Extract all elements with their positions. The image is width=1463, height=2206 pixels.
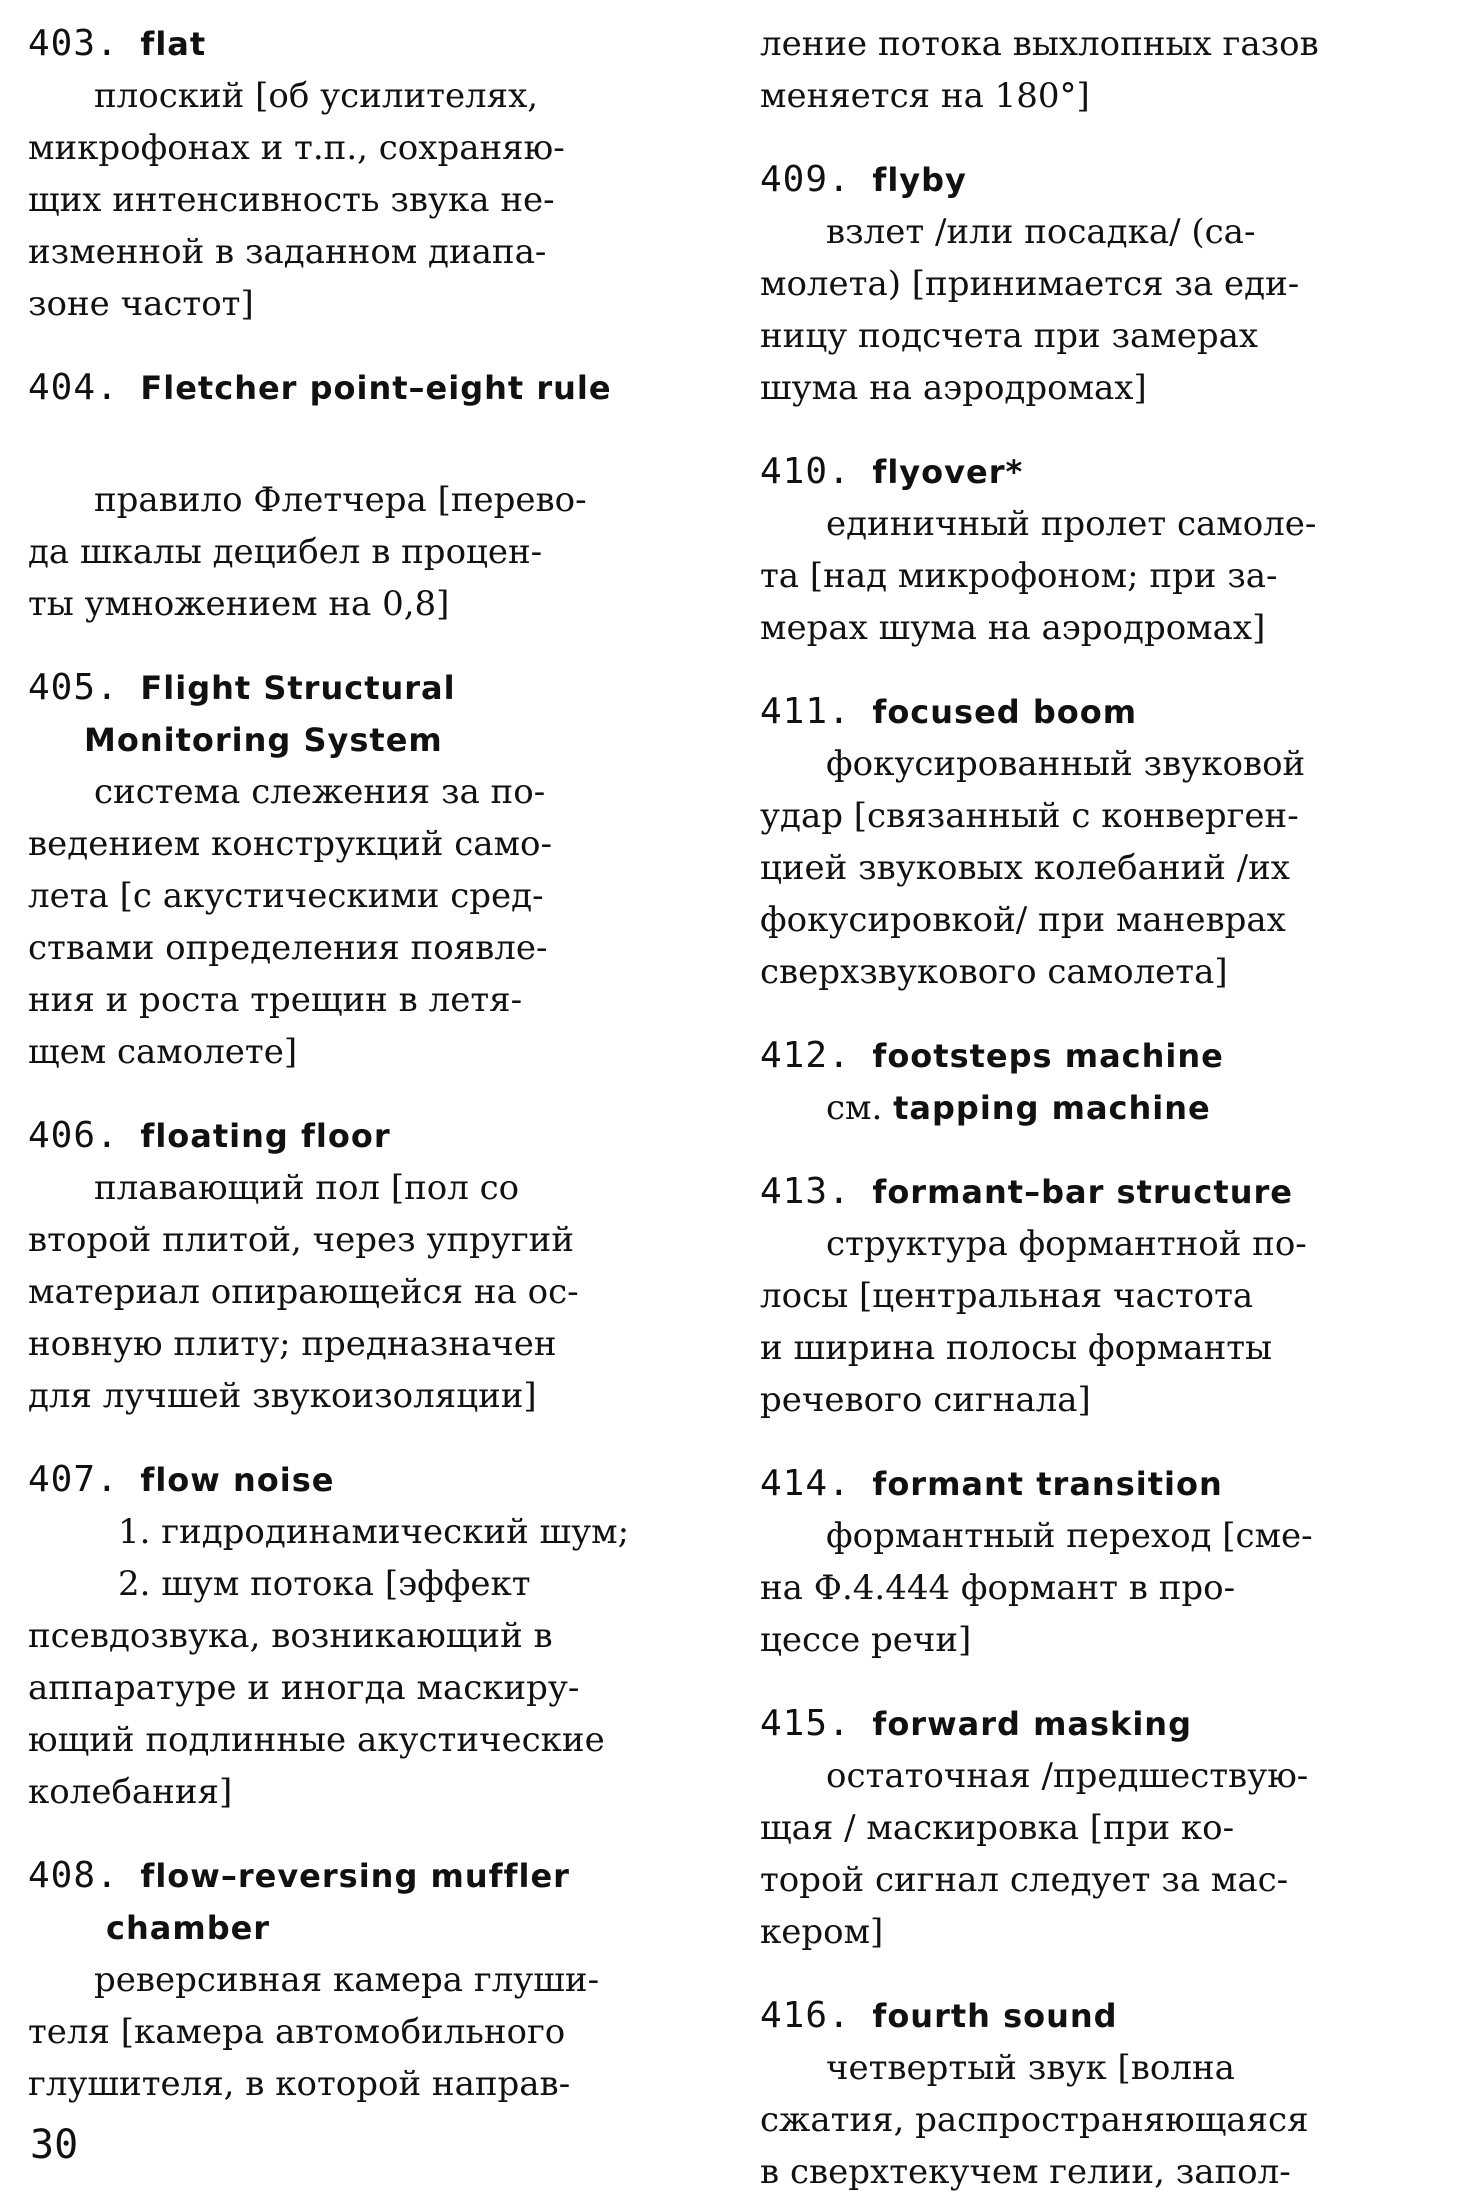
entry-416 [760,1990,1440,2198]
entry-term: flow noise [140,1461,335,1499]
definition-line: реверсивная камера глуши- [94,1960,600,2000]
entry-409 [760,154,1440,414]
definition-line: ющий подлинные акустические [28,1720,605,1760]
entry-definition [28,1954,708,2110]
entry-head [760,1166,1440,1218]
definition-line: колебания] [28,1772,233,1812]
entry-406 [28,1110,708,1422]
definition-line: система слежения за по- [94,772,546,812]
see-term: tapping machine [893,1089,1211,1127]
definition-line: сверхзвукового самолета] [760,952,1228,992]
entry-see-reference [760,1082,1440,1134]
entry-number: 406. [28,1115,119,1156]
definition-line: для лучшей звукоизоляции] [28,1376,537,1416]
entry-term: flow–reversing muffler [140,1857,570,1895]
entry-definition [28,1506,708,1818]
definition-line: структура формантной по- [826,1224,1307,1264]
entry-number: 410. [760,451,851,492]
entry-definition [28,766,708,1078]
entry-term: fourth sound [872,1997,1118,2035]
definition-line: изменной в заданном диапа- [28,232,547,272]
definition-line: речевого сигнала] [760,1380,1091,1420]
entry-number: 409. [760,159,851,200]
entry-term: flat [140,25,207,63]
entry-term: focused boom [872,693,1138,731]
definition-line: ление потока выхлопных газов [760,24,1319,64]
definition-line: остаточная /предшествую- [826,1756,1309,1796]
entry-number: 415. [760,1703,851,1744]
definition-line: меняется на 180°] [760,76,1090,116]
entry-415 [760,1698,1440,1958]
definition-line: плоский [об усилителях, [94,76,539,116]
definition-line: цессе речи] [760,1620,972,1660]
entry-413 [760,1166,1440,1426]
definition-line: 1. гидродинамический шум; [118,1512,630,1552]
entry-408 [28,1850,708,2110]
entry-412 [760,1030,1440,1134]
entry-number: 403. [28,23,119,64]
definition-line: да шкалы децибел в процен- [28,532,543,572]
entry-head [760,1458,1440,1510]
entry-number: 413. [760,1171,851,1212]
definition-line: фокусировкой/ при маневрах [760,900,1286,940]
entry-411 [760,686,1440,998]
entry-number: 414. [760,1463,851,1504]
entry-number: 408. [28,1855,119,1896]
definition-line [760,1082,1440,1134]
entry-number: 405. [28,667,119,708]
entry-definition [760,2042,1440,2198]
entry-407 [28,1454,708,1818]
entry-definition [760,1750,1440,1958]
entry-405 [28,662,708,1078]
definition-line: аппаратуре и иногда маскиру- [28,1668,580,1708]
definition-line: правило Флетчера [перево- [94,480,587,520]
entry-term: formant–bar structure [872,1173,1293,1211]
definition-line: формантный переход [сме- [826,1516,1313,1556]
definition-line: цией звуковых колебаний /их [760,848,1290,888]
definition-line: та [над микрофоном; при за- [760,556,1278,596]
entry-403 [28,18,708,330]
definition-line: зоне частот] [28,284,254,324]
definition-line: мерах шума на аэродромах] [760,608,1266,648]
left-column [28,18,708,2110]
definition-line: щем самолете] [28,1032,298,1072]
definition-line: единичный пролет самоле- [826,504,1317,544]
definition-line: теля [камера автомобильного [28,2012,566,2052]
entry-head [28,662,708,714]
definition-line: ния и роста трещин в летя- [28,980,523,1020]
entry-definition [760,738,1440,998]
definition-line: плавающий пол [пол со [94,1168,520,1208]
entry-number: 412. [760,1035,851,1076]
entry-404 [28,362,708,630]
definition-line: второй плитой, через упругий [28,1220,575,1260]
definition-line: шума на аэродромах] [760,368,1147,408]
definition-line: материал опирающейся на ос- [28,1272,579,1312]
entry-definition [760,206,1440,414]
definition-line: псевдозвука, возникающий в [28,1616,553,1656]
definition-line: новную плиту; предназначен [28,1324,557,1364]
entry-term: flyby [872,161,967,199]
entry-head [760,686,1440,738]
entry-408-continued [760,18,1440,122]
definition-line: лета [с акустическими сред- [28,876,544,916]
definition-line: щих интенсивность звука не- [28,180,555,220]
entry-definition [760,18,1440,122]
entry-definition [760,498,1440,654]
entry-head [28,1850,708,1902]
definition-line: ницу подсчета при замерах [760,316,1259,356]
definition-line: молета) [принимается за еди- [760,264,1300,304]
entry-definition [28,1162,708,1422]
entry-head [760,446,1440,498]
entry-term: floating floor [140,1117,391,1155]
definition-line: торой сигнал следует за мас- [760,1860,1289,1900]
entry-number: 407. [28,1459,119,1500]
right-column [760,18,1440,2198]
entry-term: Flight Structural [140,669,456,707]
entry-head [28,18,708,70]
definition-line: взлет /или посадка/ (са- [826,212,1256,252]
see-prefix: см. [826,1088,883,1128]
entry-term: forward masking [872,1705,1192,1743]
definition-line: фокусированный звуковой [826,744,1306,784]
definition-line: 2. шум потока [эффект [118,1564,531,1604]
definition-line: микрофонах и т.п., сохраняю- [28,128,565,168]
entry-term-continued: chamber [106,1909,271,1947]
definition-line: на Ф.4.444 формант в про- [760,1568,1236,1608]
page-number: 30 [30,2122,79,2168]
entry-414 [760,1458,1440,1666]
definition-line: четвертый звук [волна [826,2048,1235,2088]
definition-line: и ширина полосы форманты [760,1328,1273,1368]
entry-term-continued: Monitoring System [84,721,443,759]
entry-head [28,362,708,414]
definition-line: лосы [центральная частота [760,1276,1254,1316]
entry-number: 416. [760,1995,851,2036]
entry-term: formant transition [872,1465,1223,1503]
definition-line: в сверхтекучем гелии, запол- [760,2152,1291,2192]
entry-definition [28,474,708,630]
entry-head [28,1454,708,1506]
entry-number: 411. [760,691,851,732]
definition-line: удар [связанный с конверген- [760,796,1299,836]
definition-line: щая / маскировка [при ко- [760,1808,1235,1848]
definition-line: кером] [760,1912,884,1952]
definition-line: ты умножением на 0,8] [28,584,450,624]
entry-head [760,1030,1440,1082]
entry-term: Fletcher point–eight rule [140,369,612,407]
entry-definition [760,1218,1440,1426]
entry-definition [28,70,708,330]
entry-term: flyover* [872,453,1024,491]
definition-line: ведением конструкций само- [28,824,552,864]
entry-410 [760,446,1440,654]
entry-head [760,1990,1440,2042]
definition-line: сжатия, распространяющаяся [760,2100,1309,2140]
definition-line: ствами определения появле- [28,928,548,968]
entry-definition [760,1510,1440,1666]
entry-head [760,1698,1440,1750]
entry-number: 404. [28,367,119,408]
entry-term: footsteps machine [872,1037,1224,1075]
entry-head [760,154,1440,206]
entry-head [28,1110,708,1162]
definition-line: глушителя, в которой направ- [28,2064,571,2104]
